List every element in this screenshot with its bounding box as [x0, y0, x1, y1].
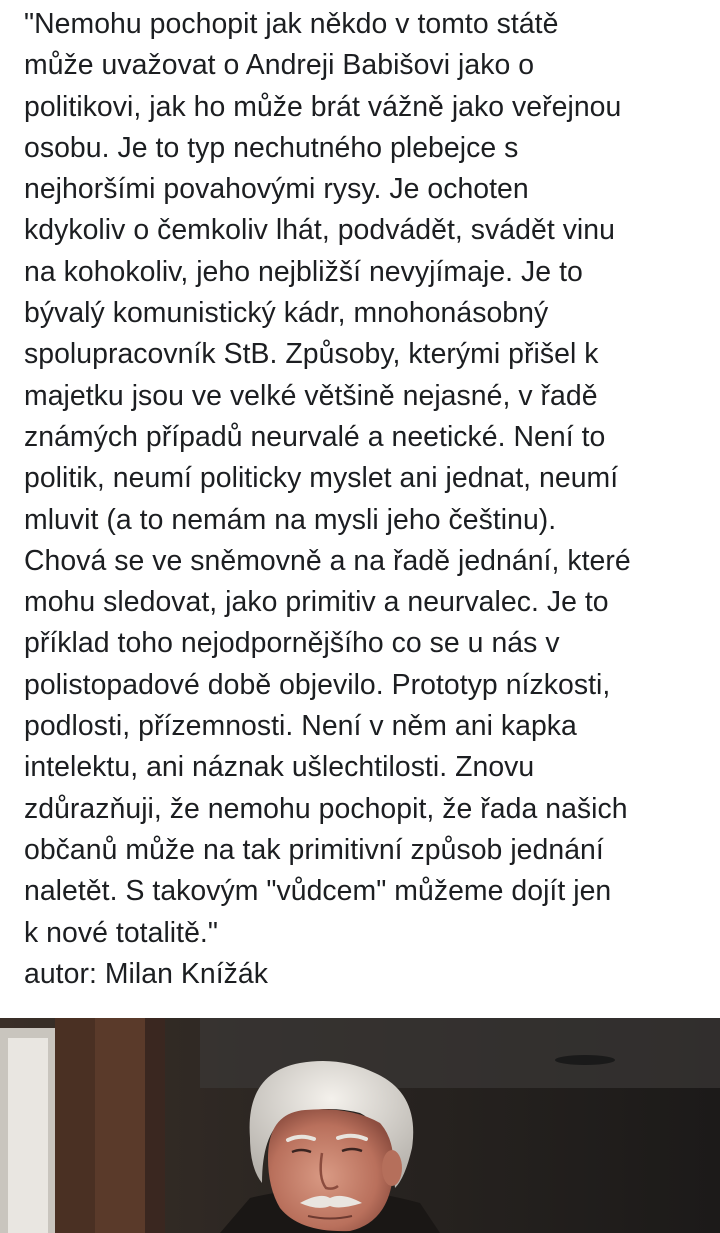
quote-line: kdykoliv o čemkoliv lhát, podvádět, svádět vinu	[24, 214, 615, 247]
portrait-illustration	[0, 1018, 720, 1233]
quote-line: spolupracovník StB. Způsoby, kterými přišel k	[24, 338, 599, 371]
portrait-photo[interactable]	[0, 1018, 720, 1233]
quote-line: příklad toho nejodpornějšího co se u nás v	[24, 627, 560, 660]
quote-line: známých případů neurvalé a neetické. Není to	[24, 420, 606, 453]
face	[268, 1109, 394, 1231]
quote-line: intelektu, ani náznak ušlechtilosti. Znovu	[24, 751, 535, 784]
quote-line: Chová se ve sněmovně a na řadě jednání, které	[24, 544, 631, 577]
quote-line: nejhoršími povahovými rysy. Je ochoten	[24, 173, 529, 206]
quote-line: k nové totalitě."	[24, 916, 218, 949]
quote-line: mohu sledovat, jako primitiv a neurvalec. Je to	[24, 586, 609, 619]
post-text	[24, 4, 704, 995]
quote-line: "Nemohu pochopit jak někdo v tomto státě	[24, 8, 559, 40]
quote-line: občanů může na tak primitivní způsob jednání	[24, 833, 604, 866]
quote-line: majetku jsou ve velké většině nejasné, v řadě	[24, 379, 598, 412]
ceiling-light	[555, 1055, 615, 1065]
quote-line: naletět. S takovým "vůdcem" můžeme dojít jen	[24, 875, 612, 908]
quote-line: polistopadové době objevilo. Prototyp nízkosti,	[24, 668, 611, 701]
quote-line: osobu. Je to typ nechutného plebejce s	[24, 131, 519, 164]
quote-line: politikovi, jak ho může brát vážně jako veřejnou	[24, 90, 622, 123]
author-line: autor: Milan Knížák	[24, 957, 268, 990]
quote-line: na kohokoliv, jeho nejbližší nevyjímaje. Je to	[24, 255, 583, 288]
quote-line: mluvit (a to nemám na mysli jeho češtinu).	[24, 503, 557, 536]
quote-line: zdůrazňuji, že nemohu pochopit, že řada našich	[24, 792, 628, 825]
quote-line: politik, neumí politicky myslet ani jednat, neumí	[24, 462, 619, 495]
quote-line: podlosti, přízemnosti. Není v něm ani kapka	[24, 710, 577, 743]
quote-line: může uvažovat o Andreji Babišovi jako o	[24, 49, 535, 82]
quote-line: bývalý komunistický kádr, mnohonásobný	[24, 297, 549, 330]
